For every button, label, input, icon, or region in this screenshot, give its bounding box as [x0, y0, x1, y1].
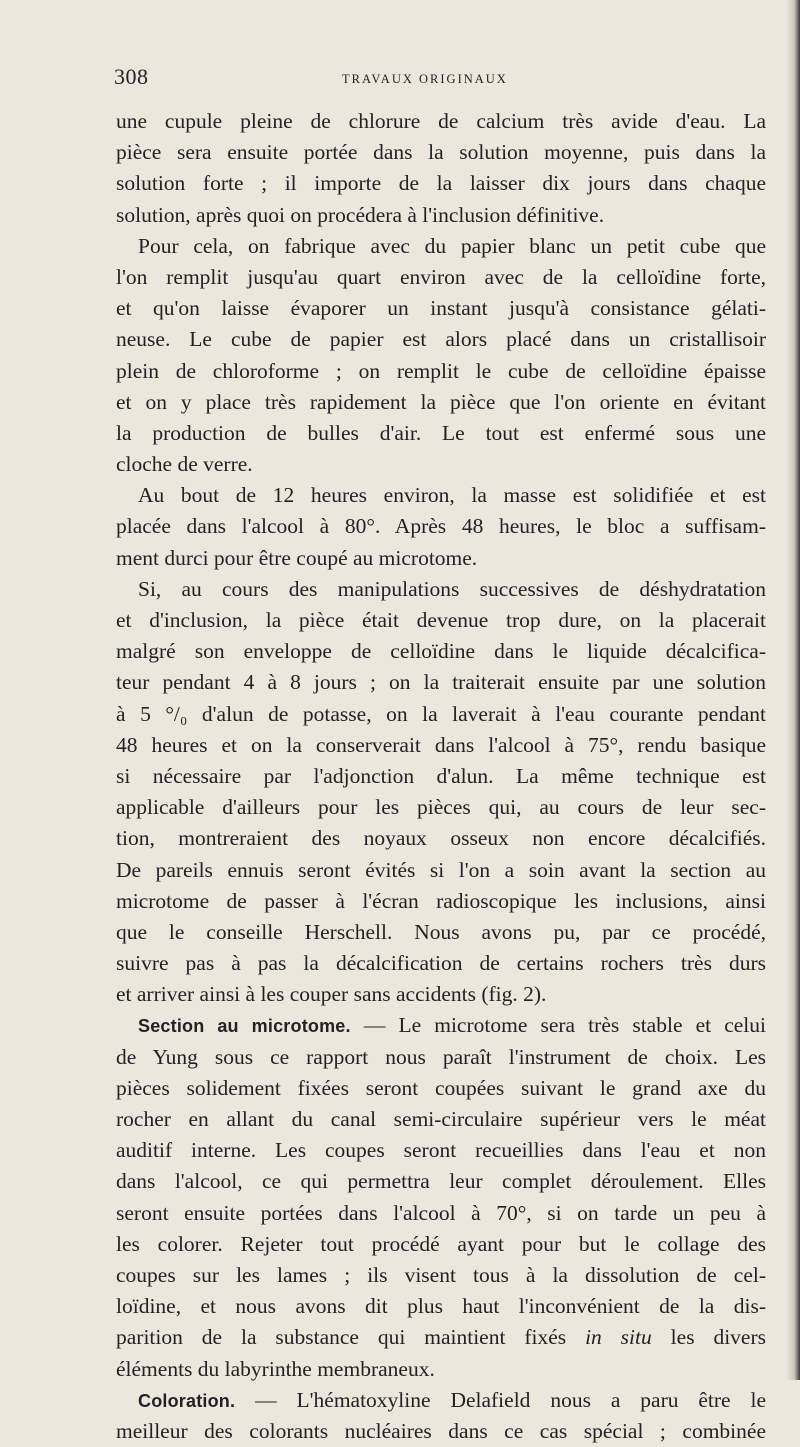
text-line: L'hématoxyline Delafield nous a paru être le — [296, 1387, 767, 1412]
text-line: cloche de verre. — [116, 452, 253, 477]
page-number: 308 — [114, 64, 149, 89]
text-line: malgré son enveloppe de celloïdine dans le liquide décalcifica- — [116, 639, 766, 664]
text-line: si nécessaire par l'adjonction d'alun. La même technique est — [116, 763, 766, 788]
text-line: tion, montreraient des noyaux osseux non encore décalcifiés. — [116, 826, 766, 851]
running-head: TRAVAUX ORIGINAUX — [342, 72, 508, 86]
text-line: neuse. Le cube de papier est alors placé dans un cristallisoir — [116, 327, 766, 352]
text-line: applicable d'ailleurs pour les pièces qui, au cours de leur sec- — [116, 795, 766, 820]
text-line: Le microtome sera très stable et celui — [398, 1013, 767, 1038]
text-line: et on y place très rapidement la pièce que l'on oriente en évitant — [116, 389, 766, 414]
text-line: loïdine, et nous avons dit plus haut l'inconvénient de la dis- — [116, 1294, 766, 1319]
text-line: Pour cela, on fabrique avec du papier blanc un petit cube que — [138, 233, 766, 258]
text-line: les divers — [670, 1325, 766, 1350]
text-line: teur pendant 4 à 8 jours ; on la traiterait ensuite par une solution — [116, 670, 766, 695]
text-line: Si, au cours des manipulations successives de déshydratation — [138, 576, 766, 601]
text-line: dans l'alcool, ce qui permettra leur complet déroulement. Elles — [116, 1169, 766, 1194]
text-line: et arriver ainsi à les couper sans accidents (fig. 2). — [116, 982, 547, 1007]
mixed-line — [116, 1322, 766, 1353]
text-line: suivre pas à pas la décalcification de certains rochers très durs — [116, 951, 766, 976]
section-heading: Section au microtome. — [138, 1016, 351, 1037]
text-line: et qu'on laisse évaporer un instant jusqu'à consistance gélati- — [116, 296, 766, 321]
text-line: solution, après quoi on procédera à l'inclusion définitive. — [116, 202, 605, 227]
em-dash: — — [255, 1387, 277, 1412]
text-line: seront ensuite portées dans l'alcool à 70°, si on tarde un peu à — [116, 1200, 766, 1225]
text-line: rocher en allant du canal semi-circulaire supérieur vers le méat — [116, 1107, 766, 1131]
text-line: solution forte ; il importe de la laisser dix jours dans chaque — [116, 171, 766, 196]
text-line: ment durci pour être coupé au microtome. — [116, 545, 478, 570]
text-line: à 5 °/₀ d'alun de potasse, on la laverait à l'eau courante pendant — [116, 701, 766, 726]
text-line: microtome de passer à l'écran radioscopique les inclusions, ainsi — [116, 888, 766, 913]
section-heading-line — [116, 1010, 766, 1041]
text-line: l'on remplit jusqu'au quart environ avec de la celloïdine forte, — [116, 264, 766, 289]
text-line: coupes sur les lames ; ils visent tous à la dissolution de cel- — [116, 1262, 766, 1287]
text-line: les colorer. Rejeter tout procédé ayant pour but le collage des — [116, 1231, 766, 1256]
text-line: parition de la substance qui maintient fixés — [116, 1325, 567, 1350]
text-line: que le conseille Herschell. Nous avons pu, par ce procédé, — [116, 919, 766, 944]
text-line: meilleur des colorants nucléaires dans ce cas spécial ; combinée — [116, 1418, 766, 1443]
text-line: De pareils ennuis seront évités si l'on a soin avant la section au — [116, 857, 766, 882]
text-line: Au bout de 12 heures environ, la masse est solidifiée et est — [138, 483, 766, 508]
text-line: placée dans l'alcool à 80°. Après 48 heures, le bloc a suffisam- — [116, 514, 766, 539]
text-line: 48 heures et on la conserverait dans l'alcool à 75°, rendu basique — [116, 732, 766, 757]
text-line: et d'inclusion, la pièce était devenue trop dure, on la placerait — [116, 608, 766, 632]
text-line: éléments du labyrinthe membraneux. — [116, 1356, 435, 1381]
text-line: de Yung sous ce rapport nous paraît l'instrument de choix. Les — [116, 1044, 766, 1069]
text-line: plein de chloroforme ; on remplit le cube de celloïdine épaisse — [116, 358, 766, 383]
text-line: une cupule pleine de chlorure de calcium très avide d'eau. La — [116, 109, 766, 133]
body-text — [116, 106, 766, 1447]
text-line: pièce sera ensuite portée dans la solution moyenne, puis dans la — [116, 140, 766, 165]
em-dash: — — [363, 1013, 386, 1038]
page-header — [114, 64, 764, 94]
page-edge — [786, 0, 800, 1380]
coloration-heading-line — [116, 1385, 766, 1416]
text-line: pièces solidement fixées seront coupées suivant le grand axe du — [116, 1075, 766, 1100]
italic-phrase: in situ — [585, 1325, 652, 1350]
text-line: la production de bulles d'air. Le tout est enfermé sous une — [116, 420, 766, 445]
text-line: auditif interne. Les coupes seront recueillies dans l'eau et non — [116, 1138, 766, 1163]
coloration-heading: Coloration. — [138, 1390, 236, 1411]
